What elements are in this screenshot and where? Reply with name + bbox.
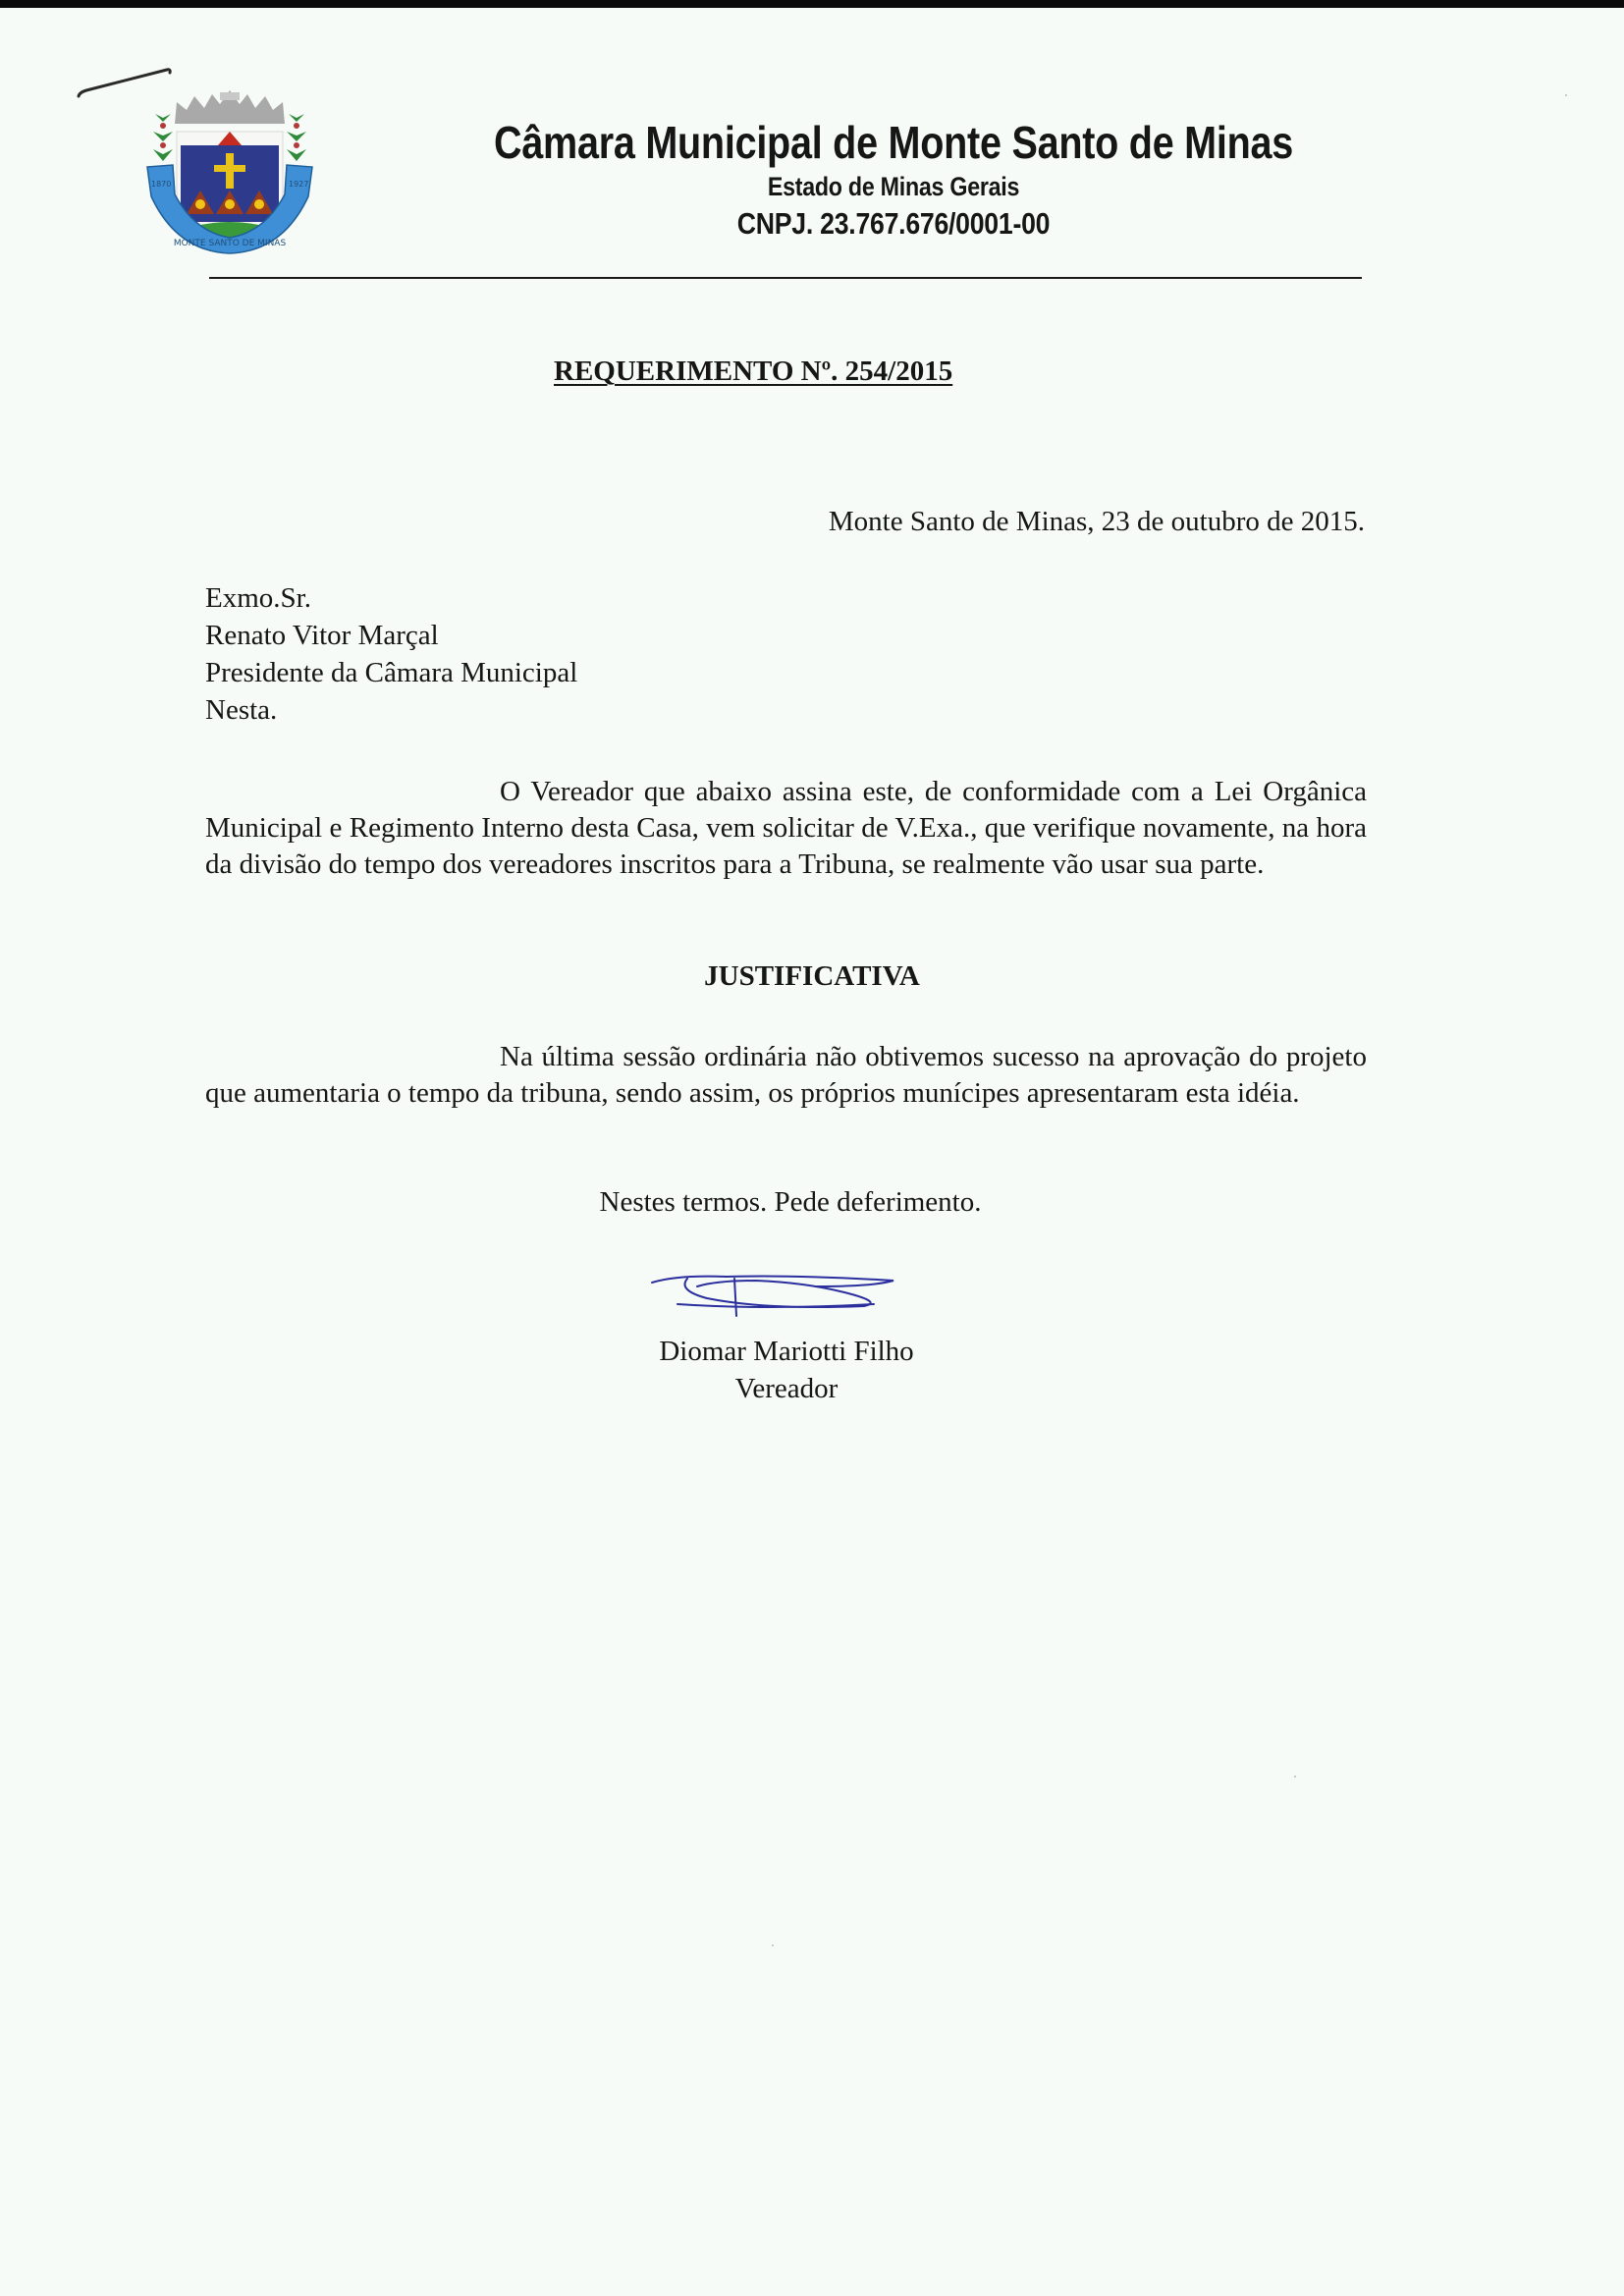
ribbon-year-right: 1927 <box>289 180 309 189</box>
justification-text: Na última sessão ordinária não obtivemos sucesso na aprovação do projeto que aumentaria o tempo da tribuna, sendo assim, os próprios munícipes apresentaram esta idéia. <box>205 1041 1367 1109</box>
document-title: REQUERIMENTO Nº. 254/2015 <box>554 355 953 387</box>
scan-border <box>0 0 1624 8</box>
addressee-name: Renato Vitor Marçal <box>205 620 439 651</box>
institution-name: Câmara Municipal de Monte Santo de Minas <box>494 117 1293 168</box>
crown-icon <box>175 90 285 124</box>
addressee-salutation: Exmo.Sr. <box>205 582 311 614</box>
scan-speck <box>1565 94 1567 96</box>
ribbon-year-left: 1870 <box>151 180 172 189</box>
laurel-left-icon <box>153 114 173 161</box>
signer-name: Diomar Mariotti Filho <box>659 1336 914 1367</box>
laurel-right-icon <box>287 114 306 161</box>
signer-role: Vereador <box>734 1373 839 1404</box>
handwritten-signature-icon <box>648 1265 903 1324</box>
addressee-block <box>205 579 577 729</box>
scan-speck <box>1294 1776 1296 1777</box>
ribbon-text: MONTE SANTO DE MINAS <box>173 239 287 248</box>
date-line: Monte Santo de Minas, 23 de outubro de 2015. <box>828 506 1365 537</box>
justification-paragraph <box>205 1039 1367 1112</box>
coat-of-arms-icon <box>135 84 324 257</box>
addressee-title: Presidente da Câmara Municipal <box>205 657 578 688</box>
scan-speck <box>772 1944 774 1946</box>
body-text: O Vereador que abaixo assina este, de conformidade com a Lei Orgânica Municipal e Regimento Interno desta Casa, vem solicitar de V.Exa., que verifique novamente, na hora da divisão do tempo dos vereadores inscritos para a Tribuna, se realmente vão usar sua parte. <box>205 776 1367 880</box>
justification-heading: JUSTIFICATIVA <box>704 960 920 992</box>
state-name: Estado de Minas Gerais <box>767 172 1020 201</box>
header-divider <box>209 277 1362 279</box>
addressee-location: Nesta. <box>205 694 278 726</box>
mountains-icon <box>187 191 273 214</box>
closing-line: Nestes termos. Pede deferimento. <box>599 1186 982 1218</box>
body-paragraph <box>205 774 1367 883</box>
cnpj-number: CNPJ. 23.767.676/0001-00 <box>736 206 1051 241</box>
